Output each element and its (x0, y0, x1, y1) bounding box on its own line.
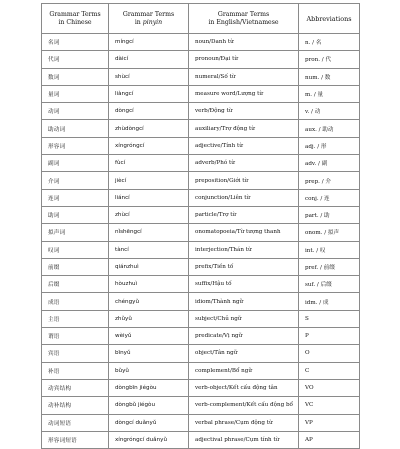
cell-english-vietnamese: adjective/Tính từ (189, 137, 299, 154)
cell-chinese: 动词 (42, 103, 109, 120)
cell-abbreviation: m. / 量 (299, 85, 360, 102)
cell-english-vietnamese: idiom/Thành ngữ (189, 293, 299, 310)
table-row (42, 397, 360, 414)
cell-pinyin: xíngróngcí (109, 137, 189, 154)
cell-chinese: 形容词 (42, 137, 109, 154)
cell-chinese: 量词 (42, 85, 109, 102)
cell-abbreviation: C (299, 362, 360, 379)
cell-english-vietnamese: complement/Bổ ngữ (189, 362, 299, 379)
table-row (42, 68, 360, 85)
cell-chinese: 形容词短语 (42, 431, 109, 448)
header-pinyin-line2 (111, 19, 186, 27)
cell-abbreviation: VC (299, 397, 360, 414)
cell-pinyin: chéngyǔ (109, 293, 189, 310)
cell-abbreviation: O (299, 345, 360, 362)
table-row (42, 51, 360, 68)
cell-abbreviation: VP (299, 414, 360, 431)
cell-abbreviation: idm. / 成 (299, 293, 360, 310)
table-row (42, 224, 360, 241)
cell-pinyin: xíngróngcí duǎnyǔ (109, 431, 189, 448)
cell-abbreviation: S (299, 310, 360, 327)
cell-english-vietnamese: interjection/Thán từ (189, 241, 299, 258)
header-abbreviations (299, 4, 360, 34)
cell-pinyin: shùcí (109, 68, 189, 85)
table-row (42, 345, 360, 362)
cell-chinese: 代词 (42, 51, 109, 68)
header-english (189, 4, 299, 34)
cell-english-vietnamese: particle/Trợ từ (189, 206, 299, 223)
table-row (42, 103, 360, 120)
table-row (42, 189, 360, 206)
cell-english-vietnamese: conjunction/Liên từ (189, 189, 299, 206)
cell-english-vietnamese: prefix/Tiền tố (189, 258, 299, 275)
cell-english-vietnamese: measure word/Lượng từ (189, 85, 299, 102)
cell-abbreviation: AP (299, 431, 360, 448)
cell-abbreviation: n. / 名 (299, 34, 360, 51)
cell-english-vietnamese: suffix/Hậu tố (189, 276, 299, 293)
header-chinese-line1: Grammar Terms (49, 10, 101, 18)
cell-abbreviation: int. / 叹 (299, 241, 360, 258)
cell-chinese: 宾语 (42, 345, 109, 362)
header-pinyin-prefix: in (134, 18, 143, 26)
header-chinese-line2: in Chinese (58, 18, 92, 26)
cell-abbreviation: VO (299, 379, 360, 396)
cell-pinyin: qiánzhuì (109, 258, 189, 275)
header-english-line2: in English/Vietnamese (208, 18, 279, 26)
table-row (42, 85, 360, 102)
cell-pinyin: fùcí (109, 155, 189, 172)
cell-abbreviation: pref. / 前缀 (299, 258, 360, 275)
table-row (42, 431, 360, 448)
cell-abbreviation: aux. / 助动 (299, 120, 360, 137)
cell-english-vietnamese: preposition/Giới từ (189, 172, 299, 189)
header-abbreviations-line1: Abbreviations (306, 14, 352, 23)
table-body (42, 34, 360, 449)
cell-pinyin: dòngcí duǎnyǔ (109, 414, 189, 431)
cell-abbreviation: adj. / 形 (299, 137, 360, 154)
table-row (42, 34, 360, 51)
cell-abbreviation: prep. / 介 (299, 172, 360, 189)
table-row (42, 276, 360, 293)
table-row (42, 155, 360, 172)
cell-pinyin: míngcí (109, 34, 189, 51)
cell-chinese: 成语 (42, 293, 109, 310)
cell-abbreviation: conj. / 连 (299, 189, 360, 206)
cell-chinese: 谓语 (42, 328, 109, 345)
cell-pinyin: hòuzhuì (109, 276, 189, 293)
table-row (42, 414, 360, 431)
cell-chinese: 拟声词 (42, 224, 109, 241)
cell-chinese: 助词 (42, 206, 109, 223)
cell-chinese: 动词短语 (42, 414, 109, 431)
cell-chinese: 动补结构 (42, 397, 109, 414)
cell-pinyin: nǐshēngcí (109, 224, 189, 241)
cell-abbreviation: v. / 动 (299, 103, 360, 120)
cell-english-vietnamese: object/Tân ngữ (189, 345, 299, 362)
table-row (42, 328, 360, 345)
cell-english-vietnamese: numeral/Số từ (189, 68, 299, 85)
cell-abbreviation: suf. / 后缀 (299, 276, 360, 293)
cell-pinyin: dòngbīn jiégòu (109, 379, 189, 396)
cell-english-vietnamese: adjectival phrase/Cụm tính từ (189, 431, 299, 448)
table-row (42, 241, 360, 258)
cell-chinese: 后缀 (42, 276, 109, 293)
cell-abbreviation: onom. / 拟声 (299, 224, 360, 241)
cell-abbreviation: num. / 数 (299, 68, 360, 85)
cell-english-vietnamese: noun/Danh từ (189, 34, 299, 51)
table-row (42, 362, 360, 379)
cell-abbreviation: part. / 助 (299, 206, 360, 223)
cell-abbreviation: P (299, 328, 360, 345)
cell-english-vietnamese: verbal phrase/Cụm động từ (189, 414, 299, 431)
cell-chinese: 补语 (42, 362, 109, 379)
header-pinyin-line1: Grammar Terms (122, 10, 175, 18)
cell-english-vietnamese: verb-object/Kết cấu động tân (189, 379, 299, 396)
cell-chinese: 介词 (42, 172, 109, 189)
table-row (42, 293, 360, 310)
header-pinyin-italic: pinyin (142, 18, 163, 26)
cell-pinyin: tàncí (109, 241, 189, 258)
cell-chinese: 叹词 (42, 241, 109, 258)
cell-pinyin: zhùdòngcí (109, 120, 189, 137)
cell-english-vietnamese: verb-complement/Kết cấu động bổ (189, 397, 299, 414)
cell-pinyin: liáncí (109, 189, 189, 206)
table-row (42, 258, 360, 275)
cell-chinese: 前缀 (42, 258, 109, 275)
cell-pinyin: wèiyǔ (109, 328, 189, 345)
cell-chinese: 连词 (42, 189, 109, 206)
cell-abbreviation: pron. / 代 (299, 51, 360, 68)
header-chinese (42, 4, 109, 34)
cell-chinese: 数词 (42, 68, 109, 85)
table-row (42, 206, 360, 223)
table-row (42, 310, 360, 327)
table-row (42, 120, 360, 137)
table-row (42, 379, 360, 396)
cell-english-vietnamese: pronoun/Đại từ (189, 51, 299, 68)
grammar-terms-table (41, 3, 360, 449)
cell-pinyin: dòngbǔ jiégòu (109, 397, 189, 414)
cell-pinyin: jiècí (109, 172, 189, 189)
cell-english-vietnamese: onomatopoeia/Từ tượng thanh (189, 224, 299, 241)
cell-pinyin: zhùcí (109, 206, 189, 223)
cell-pinyin: bīnyǔ (109, 345, 189, 362)
cell-abbreviation: adv. / 副 (299, 155, 360, 172)
header-row (42, 4, 360, 34)
cell-chinese: 助动词 (42, 120, 109, 137)
cell-pinyin: dàicí (109, 51, 189, 68)
cell-chinese: 主语 (42, 310, 109, 327)
cell-english-vietnamese: verb/Động từ (189, 103, 299, 120)
cell-english-vietnamese: predicate/Vị ngữ (189, 328, 299, 345)
cell-chinese: 副词 (42, 155, 109, 172)
table-row (42, 137, 360, 154)
table-header (42, 4, 360, 34)
cell-pinyin: dòngcí (109, 103, 189, 120)
cell-pinyin: liàngcí (109, 85, 189, 102)
cell-english-vietnamese: subject/Chủ ngữ (189, 310, 299, 327)
cell-pinyin: bǔyǔ (109, 362, 189, 379)
cell-chinese: 名词 (42, 34, 109, 51)
table-row (42, 172, 360, 189)
cell-chinese: 动宾结构 (42, 379, 109, 396)
cell-english-vietnamese: adverb/Phó từ (189, 155, 299, 172)
header-pinyin (109, 4, 189, 34)
cell-pinyin: zhǔyǔ (109, 310, 189, 327)
header-english-line1: Grammar Terms (217, 10, 270, 18)
cell-english-vietnamese: auxiliary/Trợ động từ (189, 120, 299, 137)
